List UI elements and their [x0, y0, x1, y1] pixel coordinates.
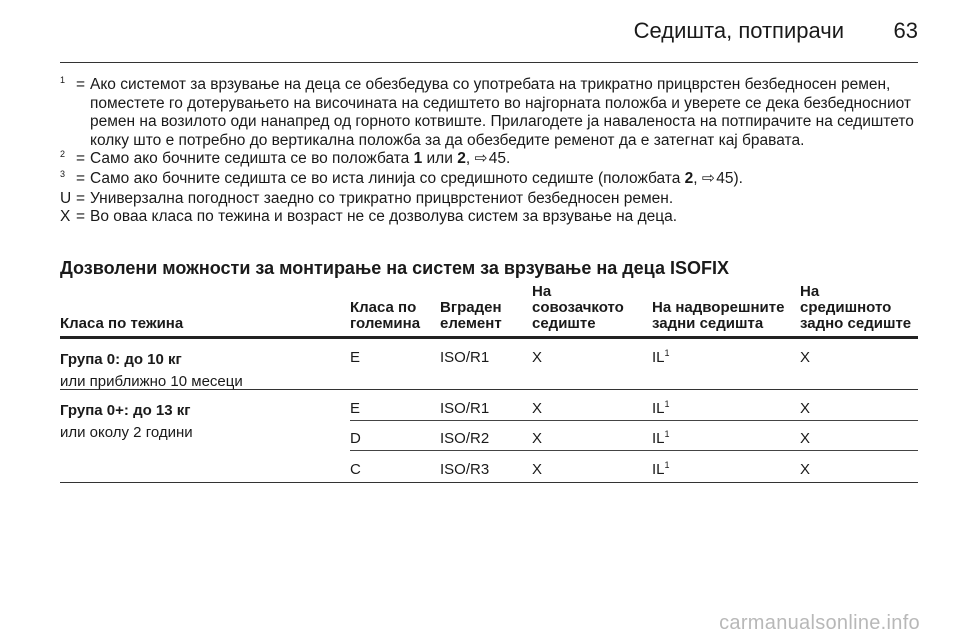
table-row: C ISO/R3 X $IL^1$ X	[350, 460, 811, 478]
page-link[interactable]: 45.	[484, 150, 511, 168]
footnote-marker: 3	[60, 168, 66, 179]
column-header-weight-class: Класа по тежина	[60, 315, 184, 332]
table-header	[60, 283, 918, 339]
page-number: 63	[893, 18, 918, 43]
column-header-fixture: Вграден елемент	[440, 299, 502, 332]
footnote-marker: 2	[60, 149, 66, 160]
page-link-arrow-icon[interactable]: ⇨	[474, 150, 488, 168]
legend-x: X = Во оваа класа по тежина и возраст не се дозволува систем за врзување на деца.	[60, 208, 920, 227]
weight-group-label: Група 0+: до 13 кг или околу 2 години	[60, 402, 193, 441]
page-header	[60, 0, 918, 63]
column-header-front-passenger: На совозачкото седиште	[532, 283, 624, 332]
footnote-marker: 1	[60, 75, 66, 85]
legend-text: Во оваа класа по тежина и возраст не се дозволува систем за врзување на деца.	[90, 208, 678, 226]
watermark: carmanualsonline.info	[719, 612, 920, 634]
table-row-group	[60, 339, 918, 390]
table-row: E ISO/R1 X $IL^1$ X	[350, 390, 918, 421]
legend-text: Универзална погодност заедно со трикратно прицврстениот безбедносен ремен.	[90, 189, 674, 207]
weight-group-label: Група 0: до 10 кг или приближно 10 месеци	[60, 351, 243, 390]
footnote-2: $^2$ = Само ако бочните седишта се во положбата 1 или 2, ⇨ 45.	[60, 150, 920, 170]
section-title: Дозволени можности за монтирање на систем за врзување на деца ISOFIX	[60, 258, 729, 278]
column-header-rear-center: На средишното задно седиште	[800, 283, 912, 332]
column-header-size-class: Класа по големина	[350, 299, 421, 332]
page-link-arrow-icon[interactable]: ⇨	[701, 169, 715, 187]
footnote-1: $^1$ = Ако системот за врзување на деца се обезбедува со употребата на трикратно прицврстен безбедносен ремен, поместете го дотерувањето на височината на седиштето во најгорната положба и уверете се дека безбедносниот ремен на возилото оди нанапред од горното котвиште. Прилагодете ја наваленоста на потпирачите на седиштето колку што е потребно до вертикална положба за да обезбедите ременот да е затегнат кај бравата.	[60, 76, 920, 150]
isofix-table	[60, 283, 918, 483]
footnote-3: $^3$ = Само ако бочните седишта се во иста линија со средишното седиште (положбата 2, ⇨ 45).	[60, 170, 920, 190]
table-row: D ISO/R2 X $IL^1$ X	[350, 420, 918, 451]
table-row-group	[60, 390, 918, 483]
footnote-text: Ако системот за врзување на деца се обезбедува со употребата на трикратно прицврстен безбедносен ремен, поместете го дотерувањето на височината на седиштето во најгорната положба и уверете се дека безбедносниот ремен на возилото оди нанапред од горното котвиште. Прилагодете ја наваленоста на потпирачите на седиштето колку што е потребно до вертикална положба за да обезбедите ременот да е затегнат кај бравата.	[90, 76, 914, 149]
page-title: Седишта, потпирачи	[633, 18, 844, 43]
footnote-text: Само ако бочните седишта се во положбата 1 или 2, ⇨ 45.	[90, 150, 511, 168]
footnote-text: Само ако бочните седишта се во иста линија со средишното седиште (положбата 2, ⇨ 45).	[90, 169, 743, 187]
column-header-rear-outer: На надворешните задни седишта	[652, 299, 785, 332]
footnotes	[60, 76, 920, 227]
page-link[interactable]: 45).	[711, 169, 743, 187]
table-row: E ISO/R1 X $IL^1$ X	[350, 348, 811, 366]
legend-u: U = Универзална погодност заедно со трикратно прицврстениот безбедносен ремен.	[60, 190, 920, 209]
